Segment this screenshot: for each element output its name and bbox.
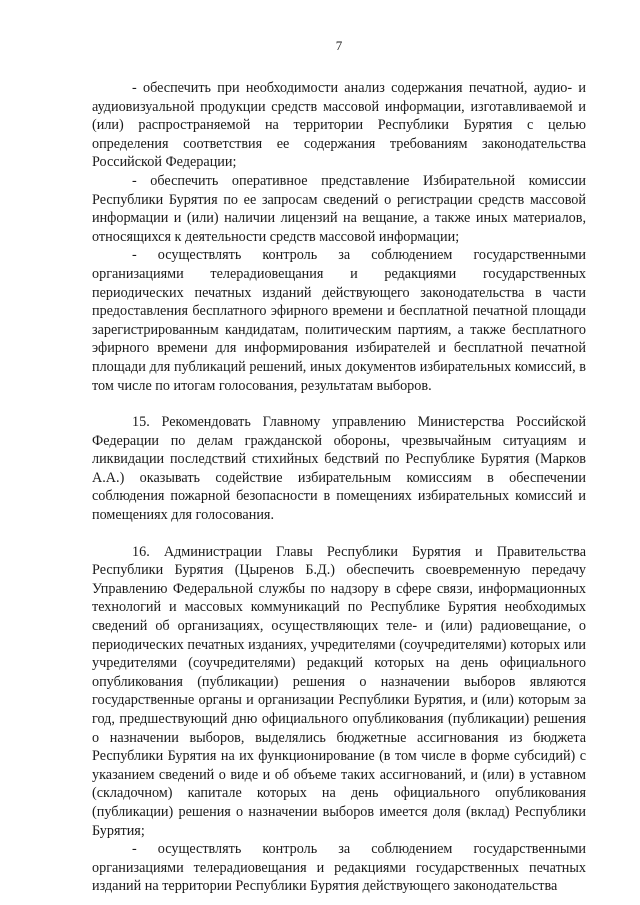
paragraph-15: 15. Рекомендовать Главному управлению Министерства Российской Федерации по делам гражданской обороны, чрезвычайным ситуациям и ликвидации последствий стихийных бедствий по Республике Бурятия (Марков А.А.) оказывать содействие избирательным комиссиям в обеспечении соблюдения пожарной безопасности в помещениях избирательных комиссий и помещениях для голосования. bbox=[92, 414, 586, 524]
paragraph-item-1: - обеспечить при необходимости анализ содержания печатной, аудио- и аудиовизуальной продукции средств массовой информации, изготавливаемой и (или) распространяемой на территории Республики Бурятия с целью определения соответствия ее содержания требованиям законодательства Российской Федерации; bbox=[92, 80, 586, 171]
page-number: 7 bbox=[335, 38, 343, 53]
paragraph-16-item: - осуществлять контроль за соблюдением государственными организациями телерадиовещания и редакциями государственных печатных изданий на территории Республики Бурятия действующего законодательства bbox=[92, 841, 586, 895]
paragraph-item-2: - обеспечить оперативное представление Избирательной комиссии Республики Бурятия по ее запросам сведений о регистрации средств массовой информации и (или) наличии лицензий на вещание, а также иных материалов, относящихся к деятельности средств массовой информации; bbox=[92, 172, 586, 245]
paragraph-item-3: - осуществлять контроль за соблюдением государственными организациями телерадиовещания и редакциями государственных периодических печатных изданий действующего законодательства в части предоставления бесплатного эфирного времени и бесплатной печатной площади зарегистрированным кандидатам, политическим партиям, а также бесплатного эфирного времени для информирования избирателей и бесплатной печатной площади для публикаций решений, иных документов избирательных комиссий, в том числе по итогам голосования, результатам выборов. bbox=[92, 247, 586, 394]
paragraph-16: 16. Администрации Главы Республики Бурятия и Правительства Республики Бурятия (Цыренов Б.Д.) обеспечить своевременную передачу Управлению Федеральной службы по надзору в сфере связи, информационных технологий и массовых коммуникаций по Республике Бурятия необходимых сведений об организациях, осуществляющих теле- и (или) радиовещание, о периодических печатных изданиях, учредителями (соучредителями) которых или учредителями (соучредителями) редакций которых на день официального опубликования (публикации) решения о назначении выборов являются государственные органы и организации Республики Бурятия, и (или) которым за год, предшествующий дню официального опубликования (публикации) решения о назначении выборов, выделялись бюджетные ассигнования из бюджета Республики Бурятия на их функционирование (в том числе в форме субсидий) с указанием сведений о виде и об объеме таких ассигнований, и (или) в уставном (складочном) капитале которых на день официального опубликования (публикации) решения о назначении выборов имеется доля (вклад) Республики Бурятия; bbox=[92, 543, 586, 839]
